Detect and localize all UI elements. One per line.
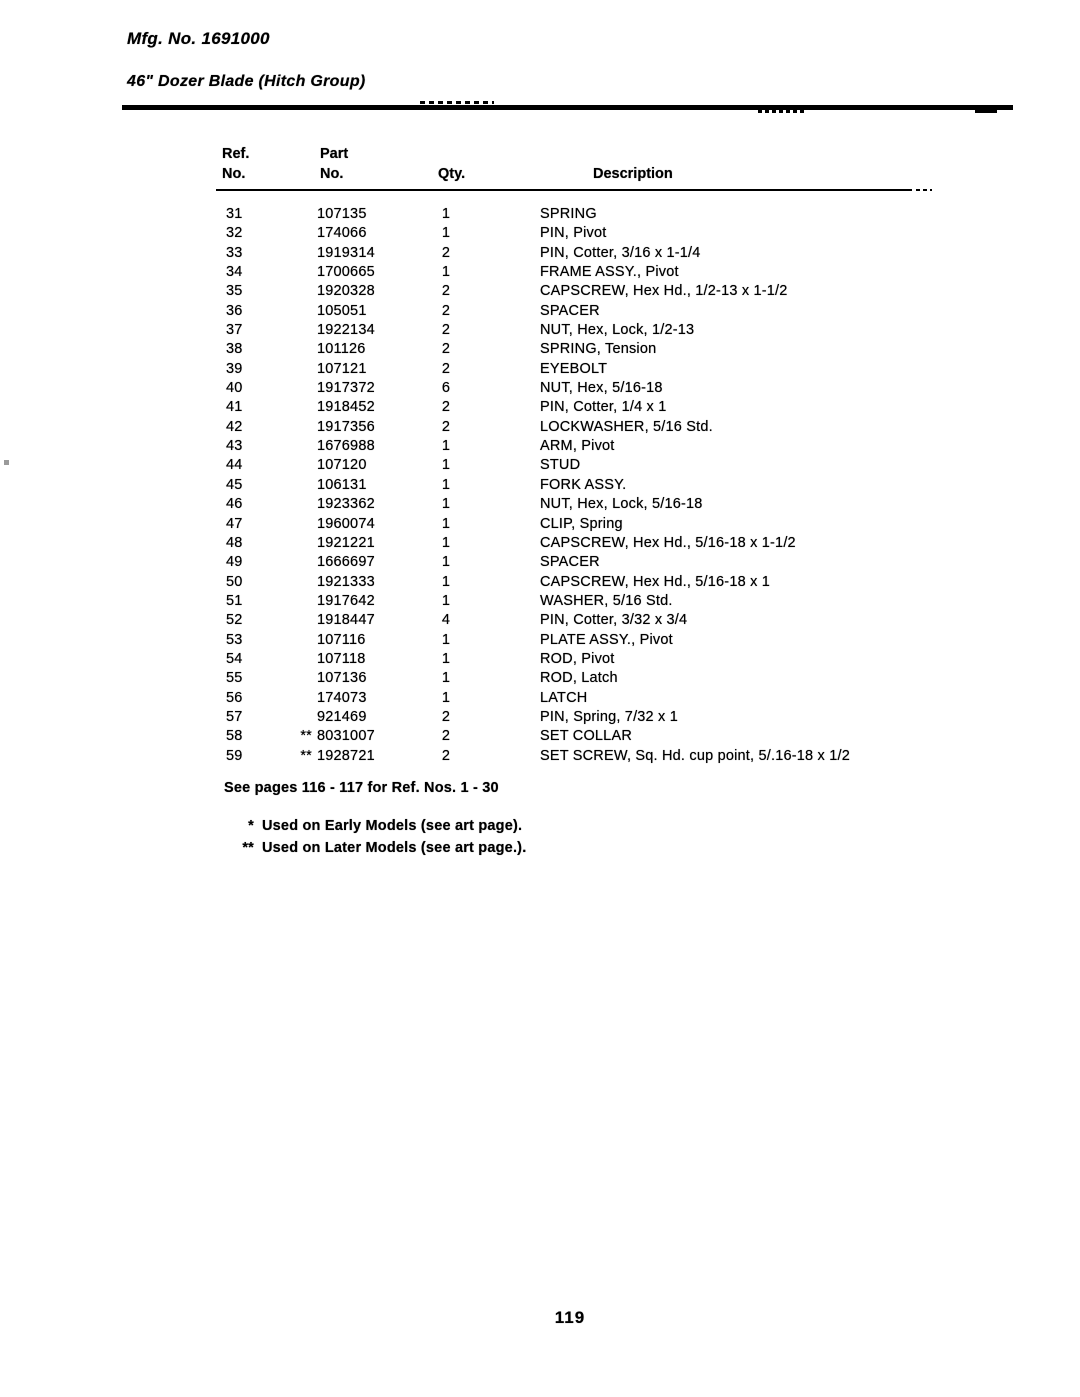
scan-artifact [975, 110, 997, 113]
table-row [0, 437, 1080, 456]
description-cell: EYEBOLT [540, 360, 608, 377]
part-no-cell: 107120 [317, 457, 367, 474]
description-cell: WASHER, 5/16 Std. [540, 592, 673, 609]
description-cell: ARM, Pivot [540, 438, 615, 455]
col-header-description: Description [593, 166, 673, 182]
table-row [0, 553, 1080, 572]
table-row [0, 650, 1080, 669]
single-asterisk-mark: * [248, 818, 254, 834]
column-header-rule [216, 189, 912, 191]
qty-cell: 2 [441, 418, 451, 435]
ref-no-cell: 40 [226, 380, 243, 397]
part-no-cell: 105051 [317, 302, 367, 319]
table-row [0, 708, 1080, 727]
footnote-mark-cell: ** [300, 728, 312, 745]
ref-no-cell: 41 [226, 399, 243, 416]
table-row [0, 669, 1080, 688]
mfg-number: Mfg. No. 1691000 [127, 29, 270, 48]
qty-cell: 2 [441, 322, 451, 339]
qty-cell: 4 [441, 612, 451, 629]
page-title: 46" Dozer Blade (Hitch Group) [127, 73, 366, 90]
qty-cell: 1 [441, 592, 451, 609]
part-no-cell: 8031007 [317, 728, 375, 745]
ref-no-cell: 52 [226, 612, 243, 629]
description-cell: FRAME ASSY., Pivot [540, 264, 679, 281]
qty-cell: 1 [441, 631, 451, 648]
table-row [0, 476, 1080, 495]
col-header-part-line1: Part [320, 146, 349, 162]
part-no-cell: 106131 [317, 476, 367, 493]
table-row [0, 573, 1080, 592]
ref-no-cell: 49 [226, 554, 243, 571]
description-cell: NUT, Hex, Lock, 1/2-13 [540, 322, 695, 339]
title-rule [122, 105, 1013, 110]
qty-cell: 1 [441, 264, 451, 281]
later-models-note-text: Used on Later Models (see art page.). [262, 840, 527, 856]
description-cell: SPRING, Tension [540, 341, 657, 358]
description-cell: SET COLLAR [540, 728, 632, 745]
qty-cell: 2 [441, 302, 451, 319]
ref-no-cell: 39 [226, 360, 243, 377]
description-cell: STUD [540, 457, 581, 474]
description-cell: PIN, Spring, 7/32 x 1 [540, 708, 678, 725]
qty-cell: 2 [441, 244, 451, 261]
qty-cell: 1 [441, 689, 451, 706]
part-no-cell: 1921333 [317, 573, 375, 590]
part-no-cell: 1922134 [317, 322, 375, 339]
description-cell: CAPSCREW, Hex Hd., 5/16-18 x 1-1/2 [540, 534, 796, 551]
qty-cell: 2 [441, 283, 451, 300]
part-no-cell: 1917642 [317, 592, 375, 609]
ref-no-cell: 56 [226, 689, 243, 706]
qty-cell: 1 [441, 515, 451, 532]
ref-no-cell: 45 [226, 476, 243, 493]
qty-cell: 1 [441, 534, 451, 551]
ref-no-cell: 59 [226, 747, 243, 764]
later-models-note [0, 840, 1080, 860]
ref-no-cell: 51 [226, 592, 243, 609]
qty-cell: 1 [441, 573, 451, 590]
table-row [0, 263, 1080, 282]
ref-no-cell: 32 [226, 225, 243, 242]
qty-cell: 1 [441, 438, 451, 455]
ref-no-cell: 47 [226, 515, 243, 532]
qty-cell: 2 [441, 708, 451, 725]
qty-cell: 1 [441, 206, 451, 222]
ref-no-cell: 33 [226, 244, 243, 261]
col-header-ref-line2: No. [222, 166, 246, 182]
scan-artifact [420, 101, 494, 104]
table-row [0, 379, 1080, 398]
part-no-cell: 107121 [317, 360, 367, 377]
table-row [0, 631, 1080, 650]
part-no-cell: 107118 [317, 650, 366, 667]
table-row [0, 592, 1080, 611]
table-row [0, 456, 1080, 475]
ref-no-cell: 57 [226, 708, 243, 725]
table-row [0, 611, 1080, 630]
part-no-cell: 107116 [317, 631, 366, 648]
description-cell: SPACER [540, 554, 600, 571]
ref-no-cell: 42 [226, 418, 243, 435]
description-cell: PIN, Cotter, 3/16 x 1-1/4 [540, 244, 701, 261]
ref-no-cell: 55 [226, 670, 243, 687]
qty-cell: 1 [441, 554, 451, 571]
table-row [0, 321, 1080, 340]
col-header-ref-line1: Ref. [222, 146, 250, 162]
ref-no-cell: 46 [226, 496, 243, 513]
qty-cell: 1 [441, 496, 451, 513]
qty-cell: 1 [441, 457, 451, 474]
table-row [0, 495, 1080, 514]
ref-no-cell: 53 [226, 631, 243, 648]
col-header-qty: Qty. [438, 166, 466, 182]
part-no-cell: 1666697 [317, 554, 375, 571]
description-cell: FORK ASSY. [540, 476, 627, 493]
table-row [0, 224, 1080, 243]
qty-cell: 1 [441, 670, 451, 687]
scan-artifact [916, 189, 932, 191]
part-no-cell: 1928721 [317, 747, 375, 764]
part-no-cell: 1923362 [317, 496, 375, 513]
ref-no-cell: 43 [226, 438, 243, 455]
description-cell: NUT, Hex, 5/16-18 [540, 380, 663, 397]
part-no-cell: 107135 [317, 206, 367, 222]
qty-cell: 6 [441, 380, 451, 397]
description-cell: SPRING [540, 206, 597, 222]
scan-artifact [758, 110, 806, 113]
ref-no-cell: 44 [226, 457, 243, 474]
qty-cell: 2 [441, 399, 451, 416]
qty-cell: 2 [441, 360, 451, 377]
part-no-cell: 1921221 [317, 534, 375, 551]
col-header-part-line2: No. [320, 166, 344, 182]
part-no-cell: 107136 [317, 670, 367, 687]
qty-cell: 2 [441, 341, 451, 358]
part-no-cell: 1676988 [317, 438, 375, 455]
description-cell: PIN, Pivot [540, 225, 607, 242]
ref-no-cell: 54 [226, 650, 243, 667]
description-cell: PIN, Cotter, 1/4 x 1 [540, 399, 667, 416]
table-row [0, 747, 1080, 766]
part-no-cell: 1919314 [317, 244, 375, 261]
description-cell: SPACER [540, 302, 600, 319]
see-pages-note: See pages 116 - 117 for Ref. Nos. 1 - 30 [224, 780, 499, 796]
part-no-cell: 1960074 [317, 515, 375, 532]
table-row [0, 727, 1080, 746]
ref-no-cell: 34 [226, 264, 243, 281]
table-row [0, 534, 1080, 553]
ref-no-cell: 38 [226, 341, 243, 358]
description-cell: CAPSCREW, Hex Hd., 5/16-18 x 1 [540, 573, 771, 590]
description-cell: ROD, Latch [540, 670, 618, 687]
part-no-cell: 1700665 [317, 264, 375, 281]
description-cell: NUT, Hex, Lock, 5/16-18 [540, 496, 703, 513]
table-row [0, 398, 1080, 417]
table-row [0, 205, 1080, 224]
page-number: 119 [554, 1308, 586, 1327]
description-cell: PIN, Cotter, 3/32 x 3/4 [540, 612, 688, 629]
early-models-note-text: Used on Early Models (see art page). [262, 818, 523, 834]
footnote-mark-cell: ** [300, 747, 312, 764]
qty-cell: 1 [441, 650, 451, 667]
qty-cell: 2 [441, 728, 451, 745]
table-row [0, 340, 1080, 359]
part-no-cell: 1917372 [317, 380, 375, 397]
table-row [0, 689, 1080, 708]
ref-no-cell: 50 [226, 573, 243, 590]
part-no-cell: 1917356 [317, 418, 375, 435]
ref-no-cell: 58 [226, 728, 243, 745]
table-row [0, 360, 1080, 379]
description-cell: LOCKWASHER, 5/16 Std. [540, 418, 713, 435]
qty-cell: 2 [441, 747, 451, 764]
table-row [0, 515, 1080, 534]
part-no-cell: 1918447 [317, 612, 375, 629]
table-row [0, 244, 1080, 263]
ref-no-cell: 37 [226, 322, 243, 339]
early-models-note [0, 818, 1080, 838]
qty-cell: 1 [441, 225, 451, 242]
table-row [0, 282, 1080, 301]
part-no-cell: 174066 [317, 225, 367, 242]
double-asterisk-mark: ** [242, 840, 254, 856]
part-no-cell: 1920328 [317, 283, 375, 300]
description-cell: PLATE ASSY., Pivot [540, 631, 673, 648]
ref-no-cell: 35 [226, 283, 243, 300]
part-no-cell: 1918452 [317, 399, 375, 416]
part-no-cell: 101126 [317, 341, 366, 358]
part-no-cell: 174073 [317, 689, 367, 706]
description-cell: CAPSCREW, Hex Hd., 1/2-13 x 1-1/2 [540, 283, 788, 300]
table-row [0, 418, 1080, 437]
ref-no-cell: 36 [226, 302, 243, 319]
description-cell: CLIP, Spring [540, 515, 623, 532]
description-cell: LATCH [540, 689, 588, 706]
description-cell: SET SCREW, Sq. Hd. cup point, 5/.16-18 x 1/2 [540, 747, 850, 764]
part-no-cell: 921469 [317, 708, 367, 725]
qty-cell: 1 [441, 476, 451, 493]
description-cell: ROD, Pivot [540, 650, 615, 667]
ref-no-cell: 48 [226, 534, 243, 551]
table-row [0, 302, 1080, 321]
parts-table [0, 205, 1080, 766]
ref-no-cell: 31 [226, 206, 243, 222]
